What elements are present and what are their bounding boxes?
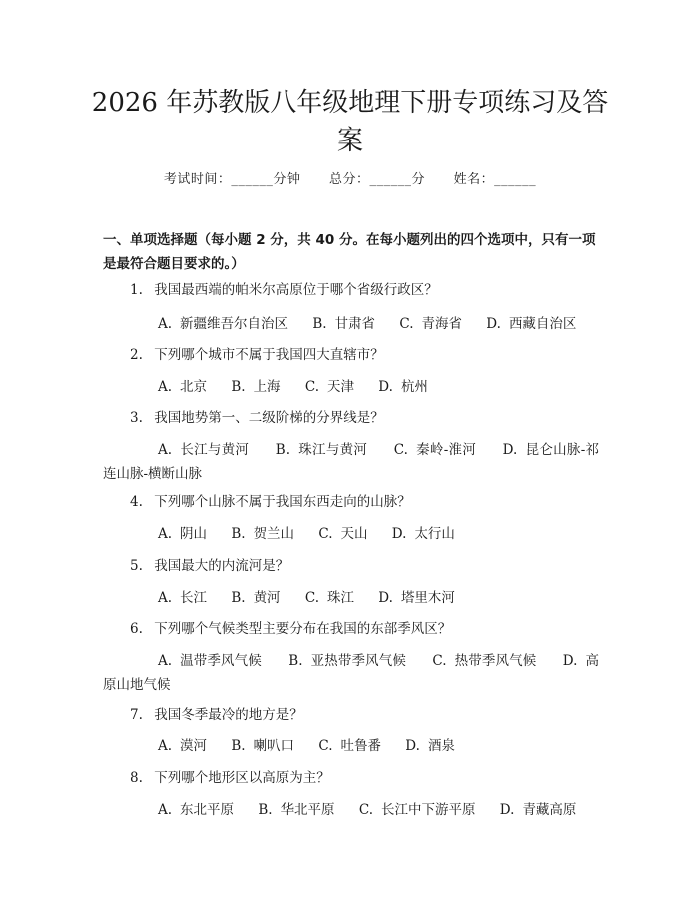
question-number: 2. — [130, 347, 143, 363]
title-line-2: 案 — [336, 126, 363, 156]
option-b — [231, 590, 280, 606]
option-d — [500, 802, 577, 818]
question-text: 下列哪个地形区以高原为主？ — [154, 770, 330, 786]
option-text: 青海省 — [421, 316, 462, 332]
option-b — [231, 738, 294, 754]
option-text: 塔里木河 — [400, 590, 455, 606]
option-letter: C. — [304, 379, 319, 395]
option-text: 西藏自治区 — [508, 316, 577, 332]
option-letter: B. — [312, 316, 327, 332]
option-text: 天津 — [327, 379, 354, 395]
option-b — [312, 316, 375, 332]
option-a — [158, 316, 288, 332]
question-number: 3. — [130, 410, 143, 426]
section-heading-line-2: 是最符合题目要求的。） — [103, 256, 245, 272]
option-text: 杭州 — [400, 379, 428, 395]
option-text: 喇叭口 — [253, 738, 295, 754]
option-b — [231, 379, 280, 395]
option-b — [258, 802, 334, 818]
option-d — [378, 590, 455, 606]
question-number: 1. — [130, 282, 143, 298]
option-letter: B. — [288, 653, 303, 669]
question-text: 下列哪个城市不属于我国四大直辖市？ — [154, 347, 384, 363]
option-b — [231, 526, 294, 542]
question-3-options — [103, 438, 599, 486]
option-letter: D. — [378, 590, 393, 606]
student-name-label: 姓名：______ — [453, 172, 537, 187]
option-d — [405, 738, 455, 754]
option-a — [158, 379, 207, 395]
option-a — [158, 738, 207, 754]
question-1 — [130, 280, 438, 300]
option-text: 甘肃省 — [334, 316, 376, 332]
document-title — [80, 84, 620, 160]
option-letter: D. — [562, 653, 578, 669]
option-a — [158, 526, 207, 542]
question-4 — [130, 492, 411, 512]
option-letter: D. — [502, 442, 518, 458]
option-text: 太行山 — [414, 526, 455, 542]
option-text: 珠江 — [327, 590, 354, 606]
total-score-label: 总分：______分 — [328, 172, 425, 187]
option-letter: D. — [405, 738, 420, 754]
question-number: 7. — [130, 707, 143, 723]
option-d — [392, 526, 455, 542]
option-letter: A. — [158, 738, 173, 754]
option-letter: B. — [231, 379, 246, 395]
question-6-options — [103, 649, 599, 697]
option-letter: A. — [158, 526, 173, 542]
option-b — [276, 442, 367, 458]
option-text: 青藏高原 — [522, 802, 577, 818]
option-text: 热带季风气候 — [454, 653, 537, 669]
question-4-options — [158, 524, 475, 544]
option-letter: B. — [275, 442, 290, 458]
option-text: 贺兰山 — [253, 526, 295, 542]
question-text: 我国最大的内流河是？ — [154, 558, 290, 574]
question-2 — [130, 345, 384, 365]
question-3 — [130, 408, 384, 428]
question-text: 下列哪个气候类型主要分布在我国的东部季风区？ — [154, 621, 452, 637]
option-text: 珠江与黄河 — [298, 442, 368, 458]
option-text: 黄河 — [253, 590, 281, 606]
option-a — [158, 590, 207, 606]
option-text: 漠河 — [180, 738, 208, 754]
section-heading — [103, 228, 603, 276]
option-text: 秦岭-淮河 — [415, 442, 477, 458]
option-text: 酒泉 — [427, 738, 455, 754]
option-b — [288, 653, 406, 669]
question-number: 5. — [130, 558, 143, 574]
option-text: 上海 — [253, 379, 281, 395]
question-1-options — [158, 314, 596, 334]
question-8 — [130, 768, 330, 788]
question-7 — [130, 705, 303, 725]
option-a — [158, 653, 262, 669]
option-text: 长江 — [180, 590, 208, 606]
option-text: 新疆维吾尔自治区 — [180, 316, 289, 332]
question-text: 我国冬季最冷的地方是？ — [154, 707, 303, 723]
option-text: 华北平原 — [280, 802, 335, 818]
option-letter: A. — [158, 442, 173, 458]
exam-time-label: 考试时间：______分钟 — [163, 172, 301, 187]
option-letter: A. — [158, 316, 173, 332]
option-letter: A. — [158, 653, 173, 669]
option-text: 温带季风气候 — [180, 653, 262, 669]
option-c — [359, 802, 476, 818]
option-letter: A. — [158, 379, 173, 395]
option-letter: C. — [358, 802, 373, 818]
option-text: 北京 — [180, 379, 208, 395]
option-letter: D. — [378, 379, 393, 395]
question-7-options — [158, 736, 475, 756]
option-text: 天山 — [340, 526, 368, 542]
option-c — [305, 379, 354, 395]
option-letter: D. — [486, 316, 501, 332]
option-letter: B. — [231, 590, 246, 606]
question-text: 我国地势第一、二级阶梯的分界线是？ — [154, 410, 384, 426]
option-letter: C. — [318, 526, 333, 542]
option-letter: A. — [158, 590, 173, 606]
option-letter: D. — [391, 526, 407, 542]
option-text: 昆仑山脉-祁连山脉-横断山脉 — [103, 442, 600, 482]
question-number: 6. — [130, 621, 143, 637]
option-c — [318, 738, 381, 754]
question-5-options — [158, 588, 475, 608]
option-letter: D. — [499, 802, 515, 818]
option-text: 阴山 — [180, 526, 208, 542]
option-c — [318, 526, 367, 542]
option-text: 东北平原 — [180, 802, 235, 818]
question-6 — [130, 619, 451, 639]
option-letter: B. — [231, 526, 246, 542]
option-text: 长江中下游平原 — [381, 802, 476, 818]
option-c — [432, 653, 536, 669]
option-a — [158, 442, 249, 458]
question-text: 下列哪个山脉不属于我国东西走向的山脉？ — [154, 494, 411, 510]
exam-meta — [0, 168, 700, 187]
option-letter: C. — [304, 590, 319, 606]
option-a — [158, 802, 234, 818]
question-number: 8. — [130, 770, 143, 786]
option-letter: B. — [258, 802, 273, 818]
option-d — [378, 379, 428, 395]
option-c — [399, 316, 462, 332]
option-letter: C. — [432, 653, 447, 669]
question-2-options — [158, 377, 448, 397]
option-text: 亚热带季风气候 — [310, 653, 406, 669]
option-letter: B. — [231, 738, 246, 754]
option-c — [394, 442, 476, 458]
option-letter: C. — [399, 316, 414, 332]
option-letter: A. — [158, 802, 173, 818]
question-number: 4. — [130, 494, 143, 510]
question-text: 我国最西端的帕米尔高原位于哪个省级行政区？ — [154, 282, 438, 298]
option-d — [486, 316, 576, 332]
option-text: 吐鲁番 — [340, 738, 381, 754]
option-letter: C. — [318, 738, 333, 754]
question-5 — [130, 556, 289, 576]
option-text: 高原山地气候 — [103, 653, 600, 693]
option-c — [305, 590, 354, 606]
option-letter: C. — [393, 442, 408, 458]
section-heading-line-1: 一、单项选择题（每小题 2 分，共 40 分。在每小题列出的四个选项中，只有一项 — [103, 232, 596, 248]
question-8-options — [158, 800, 596, 820]
option-text: 长江与黄河 — [180, 442, 250, 458]
title-line-1: 2026 年苏教版八年级地理下册专项练习及答 — [91, 88, 609, 118]
